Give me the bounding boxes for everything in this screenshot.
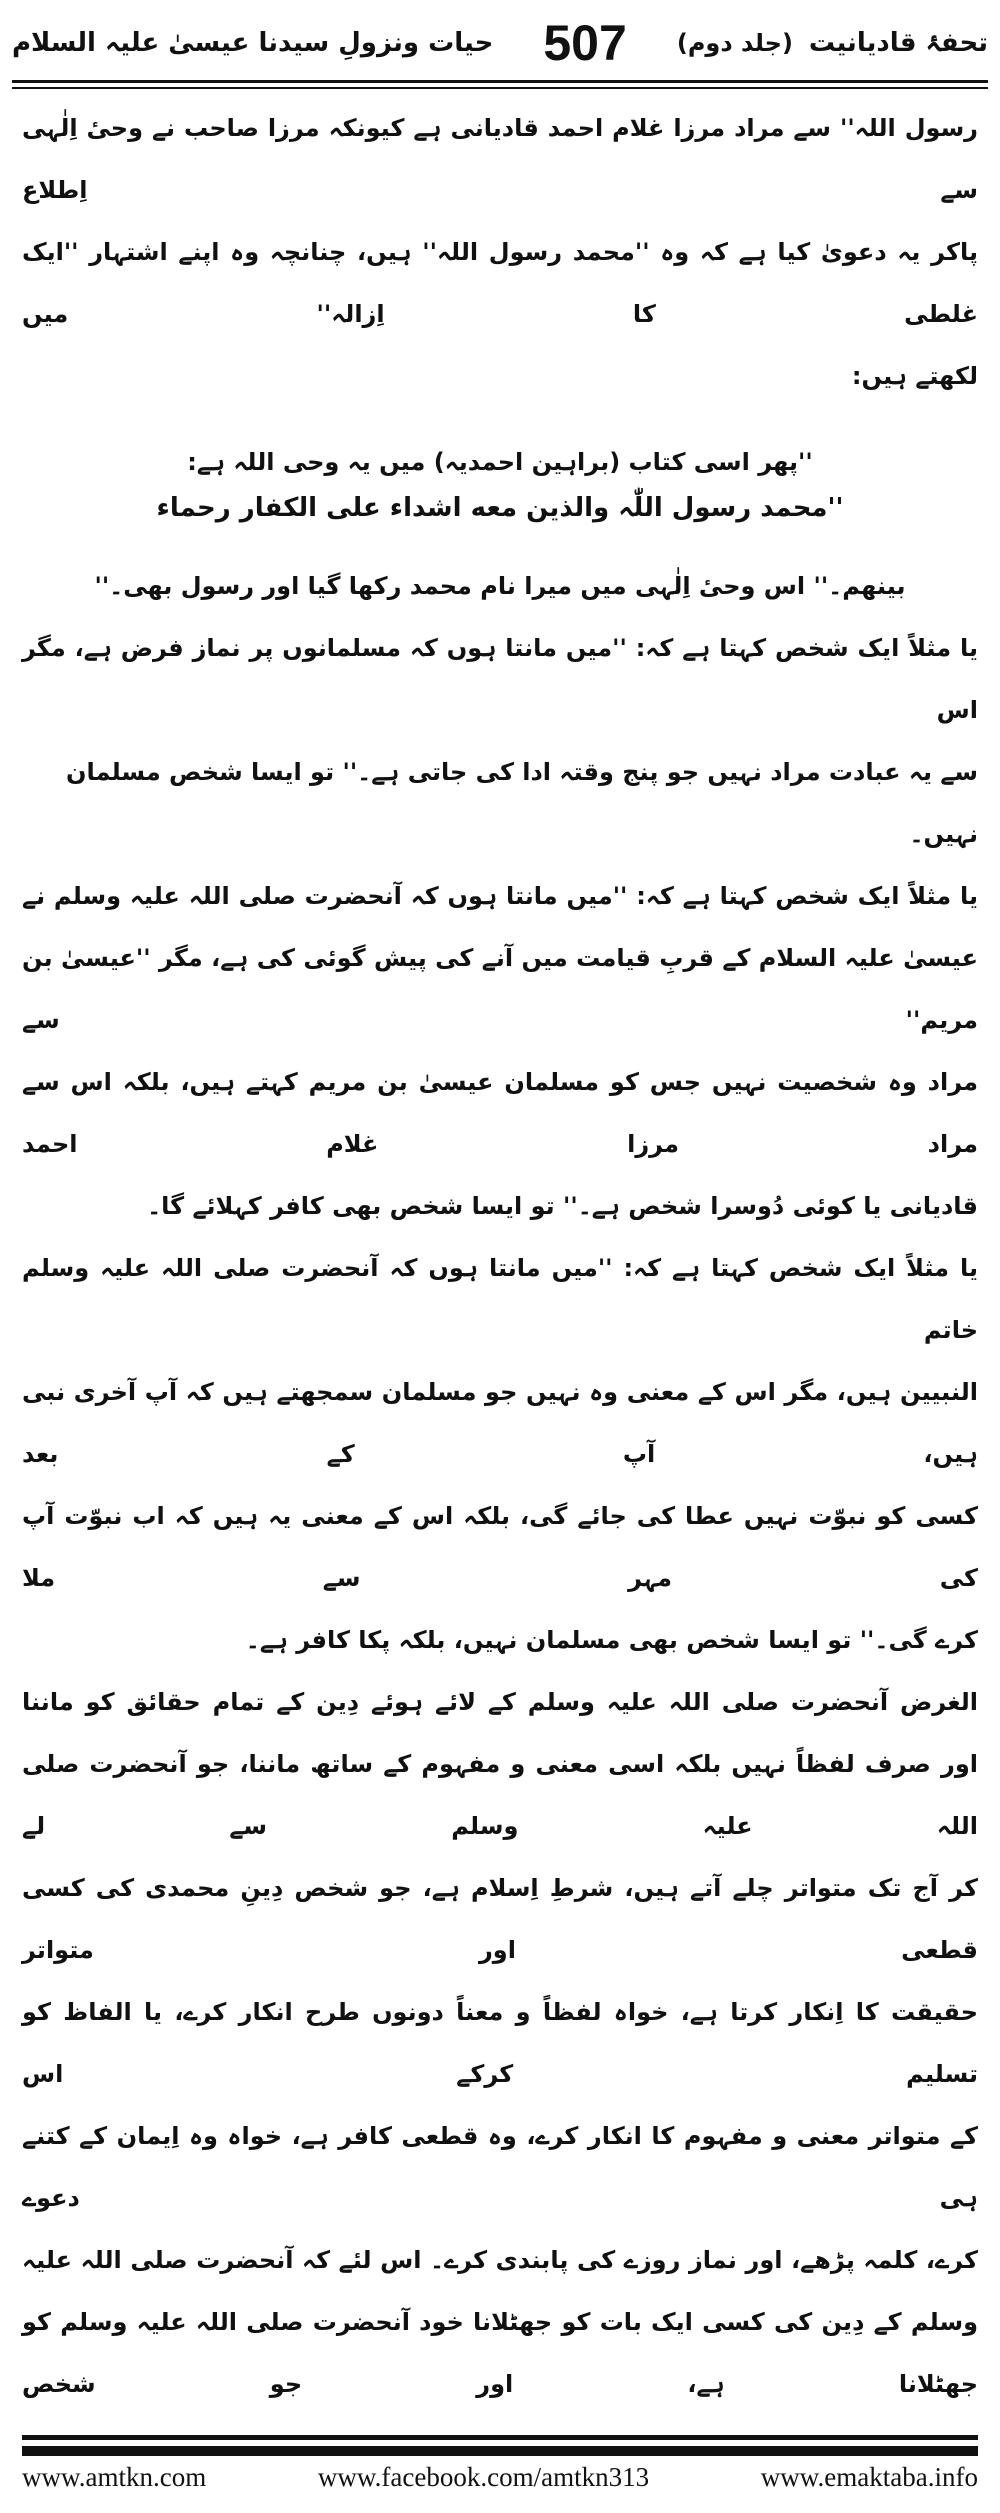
- text-line: کرے گی۔'' تو ایسا شخص بھی مسلمان نہیں، بلکہ پکا کافر ہے۔: [245, 1626, 978, 1654]
- footer-divider: [22, 2435, 978, 2440]
- text-line: یا مثلاً ایک شخص کہتا ہے کہ: ''میں مانتا ہوں کہ مسلمانوں پر نماز فرض ہے، مگر اس: [22, 634, 978, 724]
- volume-label: (جلد دوم): [676, 29, 793, 57]
- text-line: مراد وہ شخصیت نہیں جس کو مسلمان عیسیٰ بن مریم کہتے ہیں، بلکہ اس سے مراد مرزا غلام احمد: [22, 1068, 978, 1158]
- quote-line: ''پھر اسی کتاب (براہین احمدیہ) میں یہ وحی اللہ ہے:: [187, 448, 813, 476]
- text-line: پاکر یہ دعویٰ کیا ہے کہ وہ ''محمد رسول اللہ'' ہیں، چنانچہ وہ اپنے اشتہار ''ایک غلطی کا اِزالہ'' میں: [22, 238, 978, 328]
- text-line: کرے، کلمہ پڑھے، اور نماز روزے کی پابندی کرے۔ اس لئے کہ آنحضرت صلی اللہ علیہ: [22, 2246, 978, 2274]
- text-line: وسلم کے دِین کی کسی ایک بات کو جھٹلانا خود آنحضرت صلی اللہ علیہ وسلم کو جھٹلانا ہے، اور جو شخص: [22, 2308, 978, 2398]
- page-footer: [22, 2462, 978, 2513]
- footer-facebook: www.facebook.com/amtkn313: [317, 2462, 650, 2492]
- header-divider: [12, 80, 988, 83]
- quote-arabic-line: ''محمد رسول اللّٰہ والذین معه اشداء علی الکفار رحماء: [156, 493, 844, 523]
- text-line: کر آج تک متواتر چلے آتے ہیں، شرطِ اِسلام ہے، جو شخص دِینِ محمدی کی کسی قطعی اور متواتر: [22, 1874, 978, 1964]
- text-line: سے یہ عبادت مراد نہیں جو پنج وقتہ ادا کی جاتی ہے۔'' تو ایسا شخص مسلمان نہیں۔: [66, 758, 978, 848]
- text-line: رسول اللہ'' سے مراد مرزا غلام احمد قادیانی ہے کیونکہ مرزا صاحب نے وحیٔ اِلٰہی سے اِطلاع: [22, 114, 978, 204]
- footer-divider-thick: [22, 2446, 978, 2456]
- text-line: کسی کو نبوّت نہیں عطا کی جائے گی، بلکہ اس کے معنی یہ ہیں کہ اب نبوّت آپ کی مہر سے ملا: [22, 1502, 978, 1592]
- book-title: تحفۂ قادیانیت: [808, 28, 988, 58]
- text-line: النبیین ہیں، مگر اس کے معنی وہ نہیں جو مسلمان سمجھتے ہیں کہ آپ آخری نبی ہیں، آپ کے بعد: [22, 1378, 978, 1468]
- footer-website-emaktaba: www.emaktaba.info: [760, 2462, 978, 2492]
- text-line: یا مثلاً ایک شخص کہتا ہے کہ: ''میں مانتا ہوں کہ آنحضرت صلی اللہ علیہ وسلم خاتم: [22, 1254, 978, 1344]
- text-line: لکھتے ہیں:: [851, 362, 978, 390]
- book-info: [677, 28, 988, 58]
- text-line: اور صرف لفظاً نہیں بلکہ اسی معنی و مفہوم کے ساتھ ماننا، جو آنحضرت صلی اللہ علیہ وسلم سے لے: [22, 1750, 978, 1840]
- page-header: [12, 0, 988, 72]
- text-line: قادیانی یا کوئی دُوسرا شخص ہے۔'' تو ایسا شخص بھی کافر کہلائے گا۔: [147, 1192, 978, 1220]
- page-body: [22, 97, 978, 2415]
- text-line: یا مثلاً ایک شخص کہتا ہے کہ: ''میں مانتا ہوں کہ آنحضرت صلی اللہ علیہ وسلم نے: [22, 882, 978, 910]
- text-line: الغرض آنحضرت صلی اللہ علیہ وسلم کے لائے ہوئے دِین کے تمام حقائق کو ماننا: [22, 1688, 978, 1716]
- text-line: عیسیٰ علیہ السلام کے قربِ قیامت میں آنے کی پیش گوئی کی ہے، مگر ''عیسیٰ بن مریم'' سے: [22, 944, 978, 1034]
- page-number: 507: [543, 15, 627, 71]
- text-line: حقیقت کا اِنکار کرتا ہے، خواہ لفظاً و معناً دونوں طرح انکار کرے، یا الفاظ کو تسلیم کرکے اس: [22, 1998, 978, 2088]
- text-line: کے متواتر معنی و مفہوم کا انکار کرے، وہ قطعی کافر ہے، خواہ وہ اِیمان کے کتنے ہی دعوے: [22, 2122, 978, 2212]
- footer-website-amtkn: www.amtkn.com: [22, 2462, 207, 2492]
- header-divider-secondary: [12, 87, 988, 89]
- quote-line: بینھم۔'' اس وحیٔ اِلٰہی میں میرا نام محمد رکھا گیا اور رسول بھی۔'': [94, 572, 906, 600]
- chapter-title: حیات ونزولِ سیدنا عیسیٰ علیہ السلام: [12, 28, 494, 58]
